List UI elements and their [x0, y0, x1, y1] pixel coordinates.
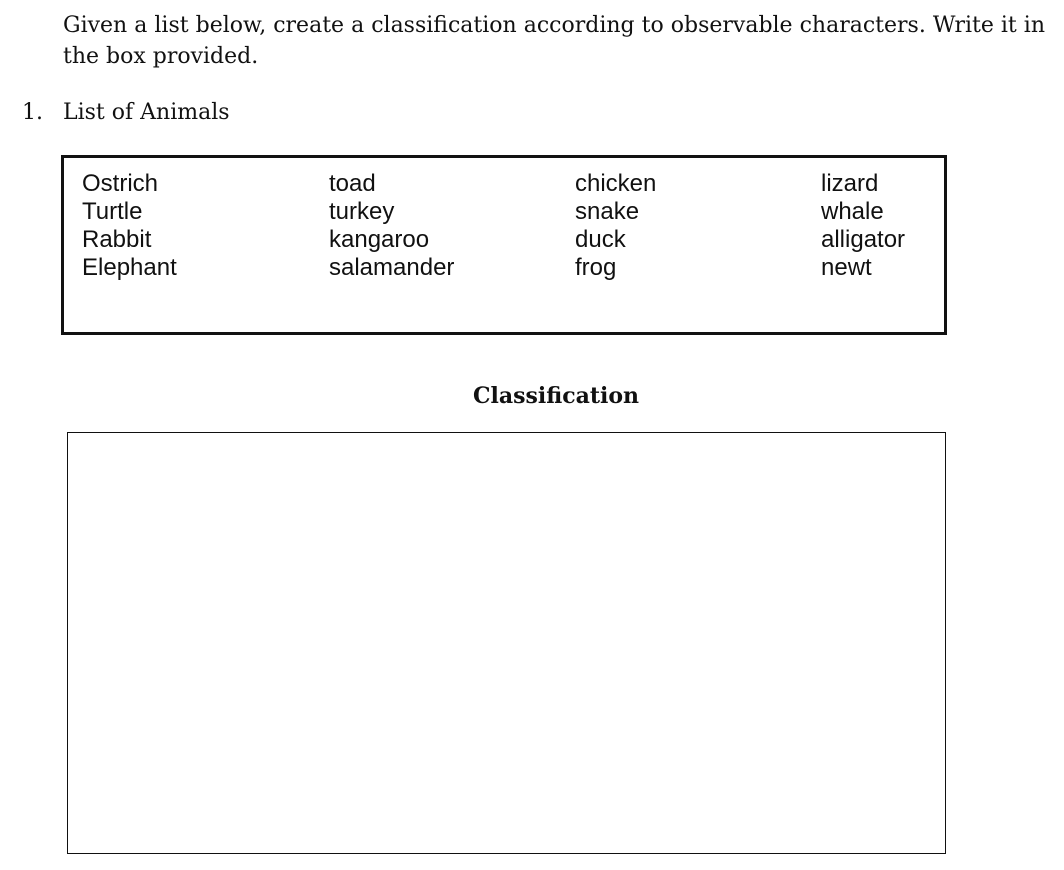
item-number: 1.	[22, 100, 43, 125]
animal-name: Elephant	[82, 254, 177, 281]
item-title: List of Animals	[63, 100, 230, 125]
animal-name: frog	[575, 254, 617, 281]
animal-name: lizard	[821, 170, 879, 197]
animal-list-box	[61, 155, 947, 335]
animal-name: Turtle	[82, 198, 143, 225]
animal-name: duck	[575, 226, 626, 253]
animal-name: newt	[821, 254, 872, 281]
instructions-text: Given a list below, create a classification according to observable characters. Write it in the box provided.	[63, 13, 1045, 69]
animal-name: Rabbit	[82, 226, 152, 253]
animal-name: turkey	[329, 198, 395, 225]
animal-name: snake	[575, 198, 640, 225]
classification-answer-box[interactable]	[67, 432, 946, 854]
animal-name: whale	[821, 198, 884, 225]
animal-name: kangaroo	[329, 226, 430, 253]
animal-name: chicken	[575, 170, 657, 197]
item-heading	[22, 97, 230, 128]
animal-name: toad	[329, 170, 376, 197]
animal-name: alligator	[821, 226, 906, 253]
animal-name: Ostrich	[82, 170, 159, 197]
classification-title: Classification	[472, 383, 640, 409]
animal-grid	[82, 170, 941, 282]
animal-name: salamander	[329, 254, 455, 281]
